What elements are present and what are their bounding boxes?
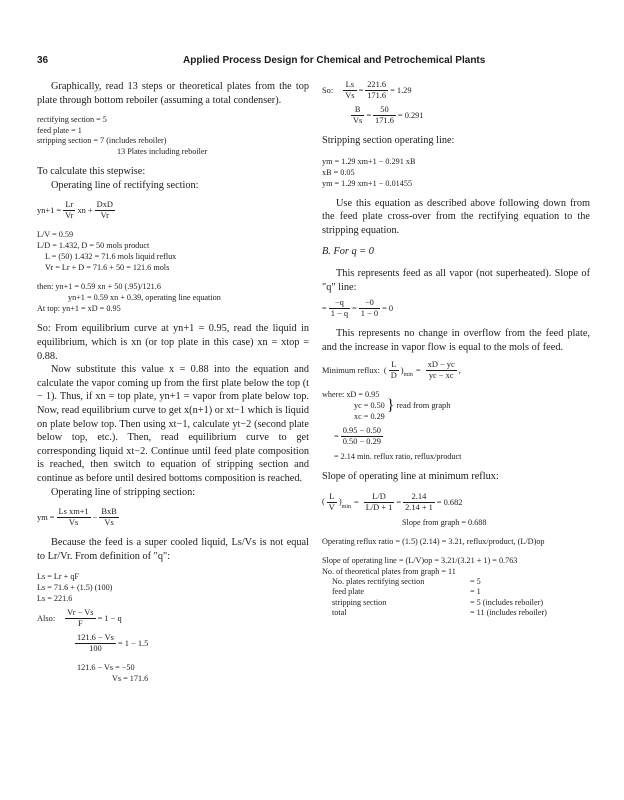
paragraph: So: From equilibrium curve at yn+1 = 0.95, read the liquid in equilibrium, which is xn (or top plate in this case) xn = xtop = 0.88. xyxy=(37,323,309,362)
table-cell: stripping section xyxy=(332,597,387,607)
value-line: yc = 0.50 xyxy=(354,401,385,411)
value-line: ym = 1.29 xm+1 − 0.291 xB xyxy=(322,156,416,166)
paragraph: Operating line of rectifying section: xyxy=(51,179,199,191)
also-equation: Also: $\frac{Vr - Vs}{F}$ = 1 − q xyxy=(37,608,122,629)
paragraph: Now substitute this value x = 0.88 into the equation and calculate the vapor coming up from the first plate below the top (t − 1). Thus, if xn = top plate, yn+1 = vapor from plate below top. Now, read equilibrium curve to get x(n+1) or xt−1 which is liquid on plate below top. Then using xt−1, calculate yt−2 (second plate below top, etc.). Then, read equilibrium curve to get corresponding liquid xt−2. Continue until feed plate composition is reached, then switch to equation of stripping section and continue as before until desired bottoms composition is reached. xyxy=(37,364,309,484)
table-cell: = 11 (includes reboiler) xyxy=(470,608,547,618)
paragraph: This represents no change in overflow from the feed plate, and the increase in vapor flow is equal to the mols of feed. xyxy=(322,328,590,353)
minimum-reflux-equation: Minimum reflux: ( $\frac{L}{D}$ ) min = $\frac{xD - yc}{yc - xc}$ , xyxy=(322,360,461,381)
stripping-equation: ym = $\frac{\text{Ls xm+1}}{Vs}$ − $\frac{\text{BxB}}{Vs}$ xyxy=(37,507,117,528)
value-line: At top: yn+1 = xD = 0.95 xyxy=(37,304,121,314)
value-line: L/V = 0.59 xyxy=(37,230,74,240)
paragraph: Operating line of stripping section: xyxy=(51,486,196,498)
vs-equation: $\frac{121.6 - Vs}{100}$ = 1 − 1.5 xyxy=(77,633,149,654)
value-line: xB = 0.05 xyxy=(322,167,355,177)
subsection-heading: B. For q = 0 xyxy=(322,246,374,258)
rectifying-equation: yn+1 = $\frac{Lr}{Vr}$ xn + $\frac{\text{DxD}}{Vr}$ xyxy=(37,200,113,221)
q-line-equation: = $\frac{-q}{1 - q}$ = $\frac{-0}{1 - 0}$ = 0 xyxy=(322,298,394,319)
value-line: then: yn+1 = 0.59 xn + 50 (.95)/121.6 xyxy=(37,282,161,292)
slope-equation: ( $\frac{L}{V}$ ) min = $\frac{L/D}{L/D + 1}$ = $\frac{2.14}{2.14 + 1}$ = 0.682 xyxy=(322,491,463,512)
table-cell: feed plate xyxy=(332,587,365,597)
table-cell: total xyxy=(332,608,347,618)
running-title: Applied Process Design for Chemical and Petrochemical Plants xyxy=(183,55,486,66)
value-line: Slope from graph = 0.688 xyxy=(402,517,487,527)
value-line: yn+1 = 0.59 xn + 0.39, operating line equation xyxy=(68,293,221,303)
value-line: L/D = 1.432, D = 50 mols product xyxy=(37,241,150,251)
table-cell: No. plates rectifying section xyxy=(332,576,425,586)
paragraph: Use this equation as described above following down from the feed plate cross-over from the rectifying equation to the stripping equation. xyxy=(322,197,590,236)
value-line: 121.6 − Vs = −50 xyxy=(77,663,135,673)
so-equation-2: $\frac{B}{Vs}$ = $\frac{50}{171.6}$ = 0.291 xyxy=(353,105,424,125)
value-line: Ls = Lr + qF xyxy=(37,572,79,582)
left-column xyxy=(37,80,309,684)
value-line: Ls = 71.6 + (1.5) (100) xyxy=(37,583,113,593)
value-line: Ls = 221.6 xyxy=(37,594,73,604)
paragraph: Graphically, read 13 steps or theoretical plates from the top plate through bottom reboiler (assuming a total condenser). xyxy=(37,81,309,106)
value-line: xc = 0.29 xyxy=(354,412,385,422)
page-number: 36 xyxy=(37,55,49,66)
paragraph: This represents feed as all vapor (not superheated). Slope of "q" line: xyxy=(322,267,590,293)
value-line: Slope of operating line = (L/V)op = 3.21/(3.21 + 1) = 0.763 xyxy=(322,555,518,565)
table-cell: = 5 (includes reboiler) xyxy=(470,597,544,607)
value-line: Vr = Lr + D = 71.6 + 50 = 121.6 mols xyxy=(45,263,170,273)
value-line: Operating reflux ratio = (1.5) (2.14) = 3.21, reflux/product, (L/D)op xyxy=(322,536,545,546)
list-item: stripping section = 7 (includes reboiler) xyxy=(37,136,167,146)
table-cell: = 5 xyxy=(470,576,481,586)
paragraph: Because the feed is a super cooled liquid, Ls/Vs is not equal to Lr/Vr. From definition of "q": xyxy=(37,537,309,562)
paragraph: To calculate this stepwise: xyxy=(37,166,146,178)
list-item: feed plate = 1 xyxy=(37,125,82,135)
table-cell: = 1 xyxy=(470,587,481,597)
reflux-calc: = $\frac{0.95 - 0.50}{0.50 - 0.29}$ xyxy=(334,426,381,447)
list-item: rectifying section = 5 xyxy=(37,115,107,125)
paragraph: Slope of operating line at minimum reflux: xyxy=(322,471,499,483)
value-line: where: xD = 0.95 xyxy=(322,390,380,400)
value-line: No. of theoretical plates from graph = 11 xyxy=(322,566,456,576)
list-item: 13 Plates including reboiler xyxy=(117,146,208,156)
value-line: L = (50) 1.432 = 71.6 mols liquid reflux xyxy=(45,252,177,262)
where-block: where: xD = 0.95 yc = 0.50 xc = 0.29 } read from graph xyxy=(322,390,451,422)
plates-table xyxy=(322,577,590,619)
plate-count-list xyxy=(37,115,309,157)
value-line: = 2.14 min. reflux ratio, reflux/product xyxy=(334,452,462,462)
paragraph: Stripping section operating line: xyxy=(322,135,455,146)
value-line: ym = 1.29 xm+1 − 0.01455 xyxy=(322,178,413,188)
where-note: read from graph xyxy=(396,401,451,411)
so-equation-1: So: $\frac{Ls}{Vs}$ = $\frac{221.6}{171.6}$ = 1.29 xyxy=(322,80,412,100)
value-line: Vs = 171.6 xyxy=(112,674,149,684)
right-column xyxy=(322,80,590,619)
